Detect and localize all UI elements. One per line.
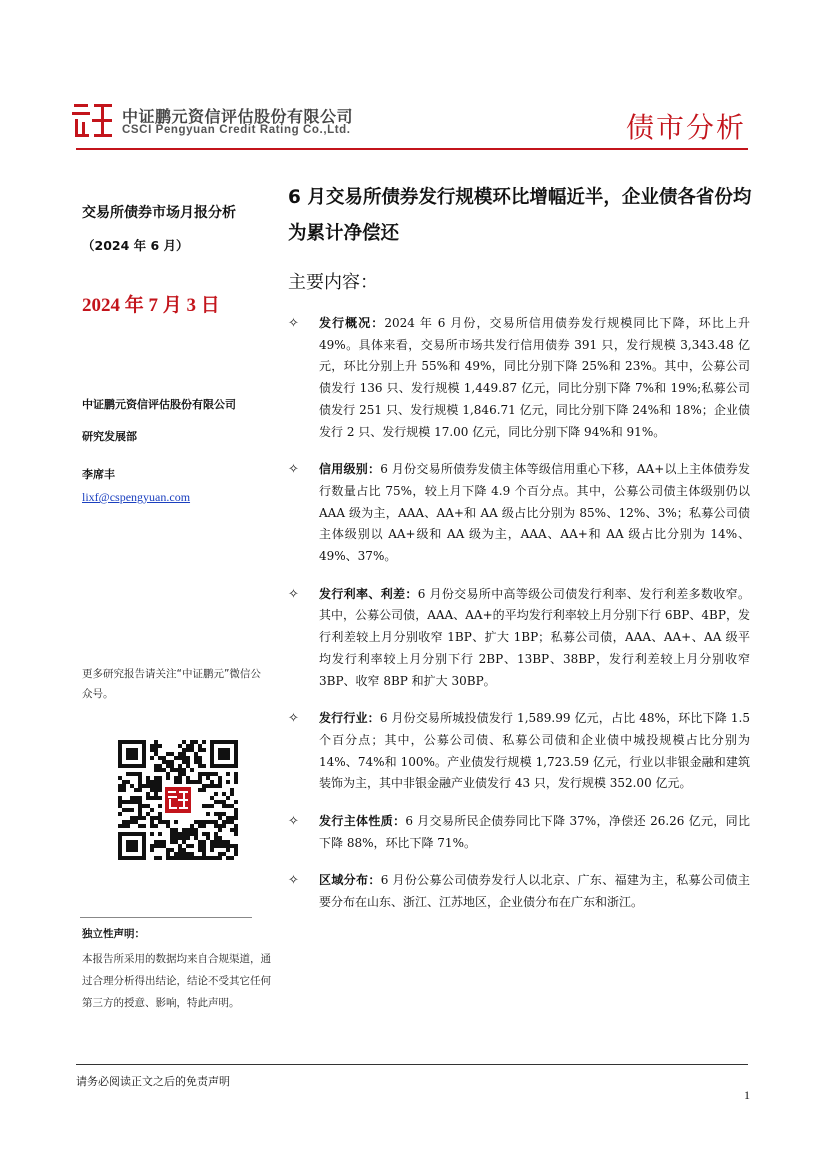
list-item-label: 发行概况： [319, 316, 385, 330]
list-item [288, 313, 750, 443]
diamond-bullet-icon: ✧ [288, 711, 299, 727]
diamond-bullet-icon: ✧ [288, 462, 299, 478]
sidebar-divider [80, 917, 252, 918]
wechat-qr-code-icon [118, 740, 238, 860]
list-item-label: 发行行业： [319, 711, 380, 726]
report-date: 2024 年 7 月 3 日 [82, 295, 220, 316]
list-item-label: 发行利率、利差： [319, 586, 418, 601]
diamond-bullet-icon: ✧ [288, 586, 299, 602]
list-item-text: 6 月份交易所债券发债主体等级信用重心下移，AA+以上主体债券发行数量占比 75%，较上月下降 4.9 个百分点。其中，公募公司债主体级别仍以 AAA 级为主，AAA、AA+和 AA 级占比分别为 85%、12%、3%；私募公司债主体级别以 AA+级和 AA 级为主，AAA、AA+和 AA 级占比分别为 14%、49%、37%。 [319, 462, 750, 564]
author-name: 李席丰 [82, 468, 115, 481]
summary-list [288, 313, 750, 930]
summary-heading: 主要内容： [288, 272, 378, 293]
diamond-bullet-icon: ✧ [288, 814, 299, 830]
author-department: 研究发展部 [82, 430, 137, 443]
list-item-label: 发行主体性质： [319, 814, 406, 829]
list-item-text: 6 月份交易所中高等级公司债发行利率、发行利差多数收窄。其中，公募公司债，AAA、AA+的平均发行利率较上月分别下行 6BP、4BP，发行利差较上月分别收窄 1BP、扩大 1BP；私募公司债，AAA、AA+、AA 级平均发行利率较上月分别下行 2BP、13BP、38BP，发行利差较上月分别收窄 3BP、收窄 8BP 和扩大 30BP。 [319, 586, 750, 688]
list-item-text: 6 月份交易所城投债发行 1,589.99 亿元，占比 48%，环比下降 1.5 个百分点；其中，公募公司债、私募公司债和企业债中城投规模占比分别为 14%、74%和 100%。产业债发行规模 1,723.59 亿元，行业以非银金融和建筑装饰为主，其中非银金融产业债发行 43 只，发行规模 352.00 亿元。 [319, 711, 750, 791]
independence-title: 独立性声明： [82, 928, 145, 940]
page-number: 1 [744, 1088, 750, 1102]
header-divider [76, 148, 748, 150]
list-item-label: 信用级别： [319, 462, 381, 477]
author-organization: 中证鹏元资信评估股份有限公司 [82, 398, 236, 411]
company-logo-icon [72, 100, 114, 140]
list-item [288, 584, 750, 693]
company-name-cn: 中证鹏元资信评估股份有限公司 [122, 107, 354, 126]
list-item [288, 459, 750, 568]
report-title: 6 月交易所债券发行规模环比增幅近半，企业债各省份均为累计净偿还 [288, 187, 752, 244]
report-period: （2024 年 6 月） [82, 238, 189, 253]
company-name-en: CSCI Pengyuan Credit Rating Co.,Ltd. [122, 124, 351, 136]
list-item [288, 870, 750, 913]
list-item-text: 6 月交易所民企债券同比下降 37%，净偿还 26.26 亿元，同比下降 88%，环比下降 71%。 [319, 814, 750, 850]
author-email-link[interactable]: lixf@cspengyuan.com [82, 490, 191, 504]
wechat-note: 更多研究报告请关注“中证鹏元”微信公众号。 [82, 668, 261, 700]
independence-statement: 本报告所采用的数据均来自合规渠道，通过合理分析得出结论，结论不受其它任何第三方的授意、影响，特此声明。 [82, 953, 271, 1009]
disclaimer-note: 请务必阅读正文之后的免责声明 [76, 1075, 230, 1088]
footer-divider [76, 1064, 748, 1065]
diamond-bullet-icon: ✧ [288, 316, 299, 331]
diamond-bullet-icon: ✧ [288, 873, 299, 889]
list-item [288, 811, 750, 854]
list-item [288, 708, 750, 795]
list-item-label: 区域分布： [319, 873, 381, 888]
list-item-text: 2024 年 6 月份，交易所信用债券发行规模同比下降，环比上升 49%。具体来看，交易所市场共发行信用债券 391 只，发行规模 3,343.48 亿元，环比分别上升 55%和 49%，同比分别下降 25%和 23%。其中，公募公司债发行 136 只、发行规模 1,449.87 亿元，同比分别下降 7%和 19%;私募公司债发行 251 只、发行规模 1,846.71 亿元，同比分别下降 24%和 18%；企业债发行 2 只、发行规模 17.00 亿元，同比分别下降 94%和 91%。 [319, 316, 750, 439]
list-item-text: 6 月份公募公司债券发行人以北京、广东、福建为主，私募公司债主要分布在山东、浙江、江苏地区，企业债分布在广东和浙江。 [319, 873, 750, 910]
report-name: 交易所债券市场月报分析 [82, 205, 236, 221]
section-tag: 债市分析 [626, 111, 747, 144]
